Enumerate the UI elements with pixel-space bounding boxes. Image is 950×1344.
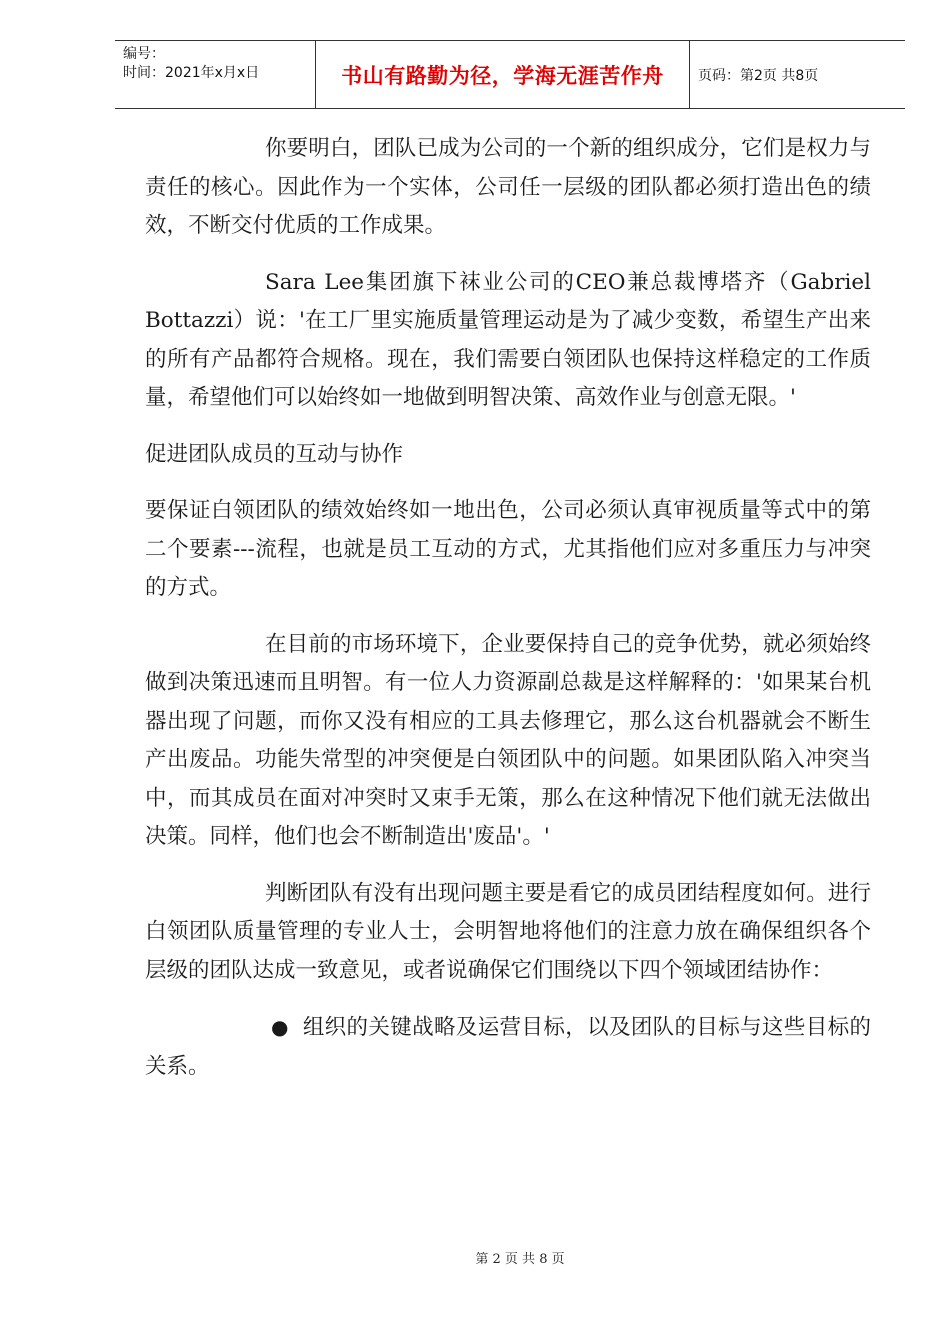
paragraph: 在目前的市场环境下，企业要保持自己的竞争优势，就必须始终做到决策迅速而且明智。有一位人力资源副总裁是这样解释的：'如果某台机器出现了问题，而你又没有相应的工具去修理它，那么这台机器就会不断生产出废品。功能失常型的冲突便是白领团队中的问题。如果团队陷入冲突当中，而其成员在面对冲突时又束手无策，那么在这种情况下他们就无法做出决策。同样，他们也会不断制造出'废品'。' — [145, 631, 871, 849]
header-page-info: 页码：第2页 共8页 — [698, 67, 819, 84]
paragraph: 要保证白领团队的绩效始终如一地出色，公司必须认真审视质量等式中的第二个要素---流程，也就是员工互动的方式，尤其指他们应对多重压力与冲突的方式。 — [145, 498, 871, 600]
bullet-item — [145, 1008, 871, 1086]
header-motto: 书山有路勤为径，学海无涯苦作舟 — [316, 41, 690, 108]
section-heading: 促进团队成员的互动与协作 — [145, 441, 404, 467]
paragraph: 你要明白，团队已成为公司的一个新的组织成分，它们是权力与责任的核心。因此作为一个实体，公司任一层级的团队都必须打造出色的绩效，不断交付优质的工作成果。 — [145, 136, 871, 238]
bullet-icon: ● — [271, 1015, 289, 1039]
page-footer: 第 2 页 共 8 页 — [475, 1252, 565, 1267]
paragraph: Sara Lee集团旗下袜业公司的CEO兼总裁博塔齐（Gabriel Bottazzi）说：'在工厂里实施质量管理运动是为了减少变数，希望生产出来的所有产品都符合规格。现在，我们需要白领团队也保持这样稳定的工作质量，希望他们可以始终如一地做到明智决策、高效作业与创意无限。' — [145, 269, 871, 410]
time-label: 时间：2021年x月x日 — [123, 65, 260, 81]
number-label: 编号： — [123, 46, 165, 62]
bullet-text: 组织的关键战略及运营目标，以及团队的目标与这些目标的关系。 — [145, 1015, 871, 1079]
header-meta — [115, 41, 316, 108]
page-header — [115, 40, 905, 109]
paragraph: 判断团队有没有出现问题主要是看它的成员团结程度如何。进行白领团队质量管理的专业人士，会明智地将他们的注意力放在确保组织各个层级的团队达成一致意见，或者说确保它们围绕以下四个领域团结协作： — [145, 880, 871, 983]
document-body — [145, 130, 871, 1104]
